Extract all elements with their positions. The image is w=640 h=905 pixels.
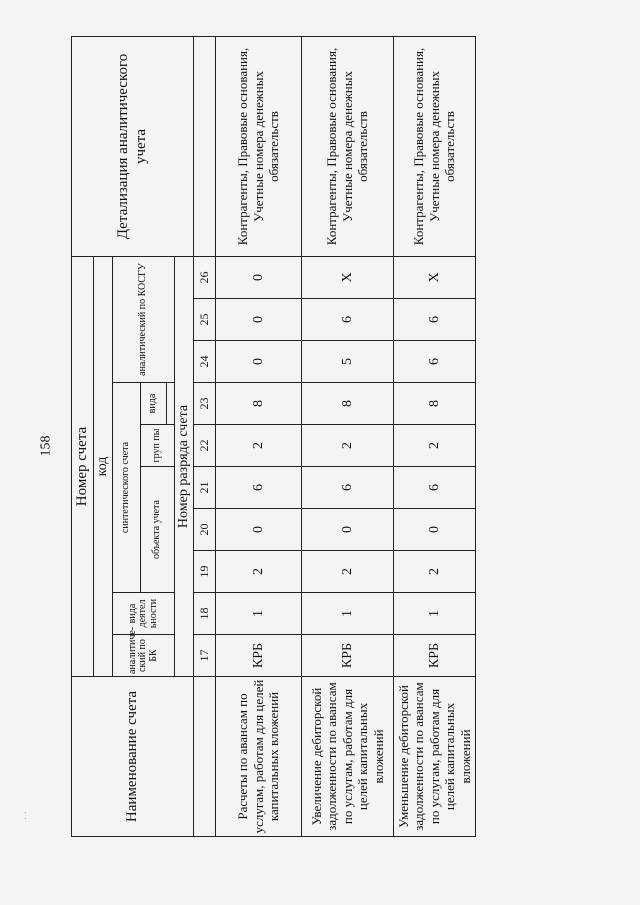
value-cell: 6	[394, 299, 476, 341]
value-cell: 6	[302, 299, 394, 341]
value-cell: 2	[302, 425, 394, 467]
digit-cell: 21	[194, 467, 216, 509]
digit-cell: 26	[194, 256, 216, 298]
digit-cell: 17	[194, 635, 216, 677]
value-cell: X	[394, 256, 476, 298]
value-cell: 2	[216, 425, 302, 467]
header-account-name: Наименование счета	[72, 677, 194, 837]
value-cell: 6	[302, 467, 394, 509]
header-analytic-detail: Детализация аналитического учета	[72, 36, 194, 256]
value-cell: 1	[216, 593, 302, 635]
value-cell: 2	[394, 425, 476, 467]
value-cell: 1	[302, 593, 394, 635]
header-analytic-kosgu: аналитический по КОСГУ	[113, 256, 175, 382]
value-cell: 6	[216, 467, 302, 509]
digits-row-blank-left	[194, 677, 216, 837]
value-cell: КРБ	[216, 635, 302, 677]
rotated-table	[71, 37, 471, 837]
header-row-1	[72, 36, 94, 836]
value-cell: 2	[216, 551, 302, 593]
digit-cell: 19	[194, 551, 216, 593]
header-code: код	[94, 256, 113, 676]
header-activity-type: вида деятел ьности	[113, 593, 175, 635]
header-kind-spacer	[167, 383, 175, 425]
header-kind: вида	[141, 383, 167, 425]
value-cell: 0	[216, 341, 302, 383]
value-cell: 5	[302, 341, 394, 383]
value-cell: 0	[302, 509, 394, 551]
value-cell: 0	[216, 299, 302, 341]
digit-cell: 20	[194, 509, 216, 551]
header-synthetic: синтетического счета	[113, 383, 141, 593]
header-analytic-bk: аналитический по БК	[113, 635, 175, 677]
table-row	[302, 36, 394, 836]
header-digit-number: Номер разряда счета	[175, 256, 194, 676]
digit-cell: 25	[194, 299, 216, 341]
digit-cell: 22	[194, 425, 216, 467]
digit-cell: 24	[194, 341, 216, 383]
value-cell: 0	[394, 509, 476, 551]
scan-mark: · ·	[21, 810, 33, 821]
value-cell: 8	[216, 383, 302, 425]
table-row	[394, 36, 476, 836]
table-container	[71, 37, 471, 837]
detail-cell: Контрагенты, Правовые основания, Учетные номера денежных обязательств	[394, 36, 476, 256]
value-cell: 0	[216, 509, 302, 551]
value-cell: 2	[394, 551, 476, 593]
value-cell: 6	[394, 341, 476, 383]
digit-cell: 23	[194, 383, 216, 425]
account-name-cell: Уменьшение дебиторской задолженности по авансам по услугам, работам для целей капитальных вложений	[394, 677, 476, 837]
table-row	[216, 36, 302, 836]
header-account-number: Номер счета	[72, 256, 94, 676]
value-cell: 8	[394, 383, 476, 425]
detail-cell: Контрагенты, Правовые основания, Учетные номера денежных обязательств	[302, 36, 394, 256]
digits-row	[194, 36, 216, 836]
detail-cell: Контрагенты, Правовые основания, Учетные номера денежных обязательств	[216, 36, 302, 256]
header-object: объекта учета	[141, 467, 175, 593]
value-cell: КРБ	[394, 635, 476, 677]
page-number: 158	[38, 435, 54, 457]
value-cell: 1	[394, 593, 476, 635]
accounts-table	[71, 36, 476, 837]
value-cell: 2	[302, 551, 394, 593]
value-cell: X	[302, 256, 394, 298]
header-group: груп пы	[141, 425, 175, 467]
value-cell: 6	[394, 467, 476, 509]
digits-row-blank-right	[194, 36, 216, 256]
value-cell: КРБ	[302, 635, 394, 677]
value-cell: 8	[302, 383, 394, 425]
account-name-cell: Расчеты по авансам по услугам, работам для целей капитальных вложений	[216, 677, 302, 837]
account-name-cell: Увеличение дебиторской задолженности по авансам по услугам, работам для целей капитальных вложений	[302, 677, 394, 837]
digit-cell: 18	[194, 593, 216, 635]
value-cell: 0	[216, 256, 302, 298]
